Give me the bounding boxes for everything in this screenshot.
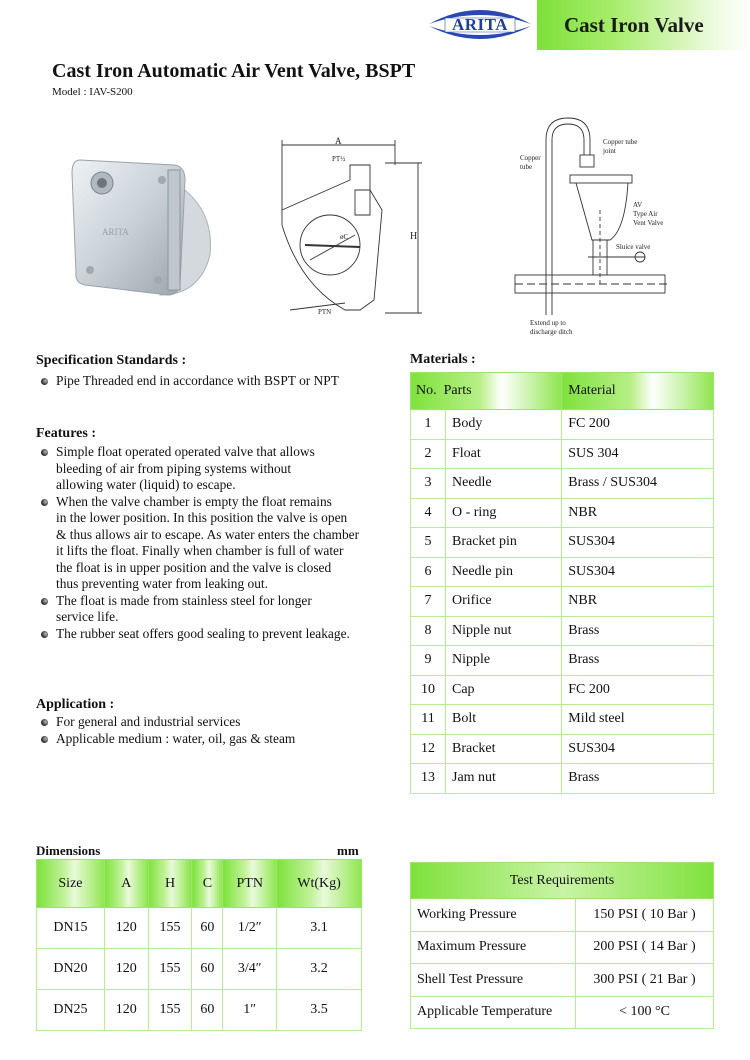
material-value: Brass xyxy=(562,646,714,676)
label-copper: Copper xyxy=(520,154,541,162)
materials-row xyxy=(411,410,714,440)
label-extend-1: Extend up to xyxy=(530,319,566,327)
features-list xyxy=(36,444,401,642)
material-part: Nipple nut xyxy=(446,616,562,646)
materials-row xyxy=(411,705,714,735)
material-no: 10 xyxy=(411,675,446,705)
bullet-icon xyxy=(41,449,48,456)
test-value: 200 PSI ( 14 Bar ) xyxy=(576,931,714,964)
material-value: Brass xyxy=(562,764,714,794)
dim-col-h: H xyxy=(148,860,192,908)
materials-col-parts: No. Parts xyxy=(411,373,562,410)
label-ptn: PTN xyxy=(318,308,332,316)
material-no: 5 xyxy=(411,528,446,558)
dim-wt: 3.1 xyxy=(277,908,362,949)
material-part: Bracket pin xyxy=(446,528,562,558)
materials-header-row xyxy=(411,373,714,410)
label-joint-2: joint xyxy=(603,147,616,155)
test-requirements-heading: Test Requirements xyxy=(411,863,714,899)
dimensions-row xyxy=(37,949,362,990)
dim-col-wt: Wt(Kg) xyxy=(277,860,362,908)
spec-standards-heading: Specification Standards : xyxy=(36,353,187,368)
material-value: Brass xyxy=(562,616,714,646)
material-part: Orifice xyxy=(446,587,562,617)
arita-logo xyxy=(425,4,535,44)
bullet-icon xyxy=(41,631,48,638)
test-name: Working Pressure xyxy=(411,899,576,932)
installation-labels xyxy=(480,110,700,340)
dim-a: 120 xyxy=(104,990,148,1031)
application-heading: Application : xyxy=(36,697,115,712)
dimension-drawing xyxy=(270,135,430,320)
material-part: Needle xyxy=(446,469,562,499)
test-name: Applicable Temperature xyxy=(411,996,576,1029)
materials-row xyxy=(411,646,714,676)
product-photo xyxy=(50,135,215,305)
materials-heading: Materials : xyxy=(410,352,476,367)
dim-col-ptn: PTN xyxy=(223,860,277,908)
materials-row xyxy=(411,675,714,705)
label-h: H xyxy=(410,231,418,242)
dim-col-size: Size xyxy=(37,860,105,908)
test-value: 300 PSI ( 21 Bar ) xyxy=(576,964,714,997)
feature-item: Simple float operated operated valve that allows bleeding of air from piping systems without allowing water (liquid) to escape. xyxy=(36,444,401,494)
installation-diagram xyxy=(480,110,700,340)
category-title: Cast Iron Valve xyxy=(564,13,704,37)
material-part: Needle pin xyxy=(446,557,562,587)
test-row xyxy=(411,899,714,932)
test-requirements-table xyxy=(410,862,714,1029)
label-c: øC xyxy=(340,233,349,241)
test-value: < 100 °C xyxy=(576,996,714,1029)
dimensions-table xyxy=(36,859,362,1031)
bullet-icon xyxy=(41,736,48,743)
materials-row xyxy=(411,469,714,499)
bullet-icon xyxy=(41,719,48,726)
dim-c: 60 xyxy=(192,949,223,990)
material-value: SUS304 xyxy=(562,528,714,558)
application-list xyxy=(36,714,396,747)
feature-item: The rubber seat offers good sealing to prevent leakage. xyxy=(36,626,401,643)
material-part: Body xyxy=(446,410,562,440)
material-no: 11 xyxy=(411,705,446,735)
dim-size: DN15 xyxy=(37,908,105,949)
material-no: 7 xyxy=(411,587,446,617)
dim-a: 120 xyxy=(104,949,148,990)
material-value: SUS304 xyxy=(562,734,714,764)
dim-size: DN20 xyxy=(37,949,105,990)
dim-size: DN25 xyxy=(37,990,105,1031)
materials-table xyxy=(410,372,714,794)
material-no: 8 xyxy=(411,616,446,646)
materials-row xyxy=(411,439,714,469)
material-no: 4 xyxy=(411,498,446,528)
label-a: A xyxy=(335,136,342,146)
material-no: 12 xyxy=(411,734,446,764)
product-title: Cast Iron Automatic Air Vent Valve, BSPT xyxy=(52,60,416,82)
dim-wt: 3.5 xyxy=(277,990,362,1031)
label-vent-valve: Vent Valve xyxy=(633,219,664,227)
materials-row xyxy=(411,616,714,646)
material-value: NBR xyxy=(562,498,714,528)
test-row xyxy=(411,964,714,997)
dimensions-row xyxy=(37,908,362,949)
feature-item: When the valve chamber is empty the float remains in the lower position. In this position the valve is open & thus allows air to escape. As water enters the chamber it lifts the float. Finally when chamber is full of water the float is in upper position and the valve is closed thus preventing water from leaking out. xyxy=(36,494,401,593)
application-item: For general and industrial services xyxy=(36,714,396,731)
material-no: 2 xyxy=(411,439,446,469)
material-value: Brass / SUS304 xyxy=(562,469,714,499)
spec-standards-list xyxy=(36,373,396,390)
spec-standard-item: Pipe Threaded end in accordance with BSPT or NPT xyxy=(36,373,396,390)
category-banner xyxy=(537,0,750,50)
dim-a: 120 xyxy=(104,908,148,949)
logo-text: ARITA xyxy=(451,15,509,34)
product-model: Model : IAV-S200 xyxy=(52,86,133,98)
label-av: AV xyxy=(633,201,643,209)
materials-row xyxy=(411,498,714,528)
dim-ptn: 3/4″ xyxy=(223,949,277,990)
dim-h: 155 xyxy=(148,990,192,1031)
material-value: Mild steel xyxy=(562,705,714,735)
bullet-icon xyxy=(41,378,48,385)
materials-row xyxy=(411,528,714,558)
materials-row xyxy=(411,587,714,617)
dimensions-header-row xyxy=(37,860,362,908)
svg-text:ARITA: ARITA xyxy=(102,227,129,237)
test-row xyxy=(411,931,714,964)
dim-c: 60 xyxy=(192,908,223,949)
material-part: Bolt xyxy=(446,705,562,735)
test-name: Maximum Pressure xyxy=(411,931,576,964)
material-value: NBR xyxy=(562,587,714,617)
dim-h: 155 xyxy=(148,908,192,949)
dim-c: 60 xyxy=(192,990,223,1031)
test-header-row xyxy=(411,863,714,899)
material-no: 13 xyxy=(411,764,446,794)
dim-h: 155 xyxy=(148,949,192,990)
features-heading: Features : xyxy=(36,426,96,441)
material-part: Float xyxy=(446,439,562,469)
material-value: SUS304 xyxy=(562,557,714,587)
label-sluice: Sluice valve xyxy=(616,243,651,251)
material-no: 1 xyxy=(411,410,446,440)
test-name: Shell Test Pressure xyxy=(411,964,576,997)
material-part: O - ring xyxy=(446,498,562,528)
drawing-labels xyxy=(270,135,430,320)
label-pt: PT½ xyxy=(332,155,346,163)
material-no: 6 xyxy=(411,557,446,587)
dim-col-a: A xyxy=(104,860,148,908)
dimensions-row xyxy=(37,990,362,1031)
label-type-air: Type Air xyxy=(633,210,658,218)
dim-col-c: C xyxy=(192,860,223,908)
test-value: 150 PSI ( 10 Bar ) xyxy=(576,899,714,932)
bullet-icon xyxy=(41,598,48,605)
test-row xyxy=(411,996,714,1029)
materials-row xyxy=(411,764,714,794)
materials-row xyxy=(411,734,714,764)
feature-item: The float is made from stainless steel for longer service life. xyxy=(36,593,401,626)
dimensions-heading: Dimensions xyxy=(36,843,101,858)
materials-col-material: Material xyxy=(562,373,714,410)
material-part: Cap xyxy=(446,675,562,705)
material-value: FC 200 xyxy=(562,410,714,440)
material-no: 9 xyxy=(411,646,446,676)
dimensions-unit: mm xyxy=(337,843,359,858)
materials-row xyxy=(411,557,714,587)
material-value: FC 200 xyxy=(562,675,714,705)
dim-ptn: 1/2″ xyxy=(223,908,277,949)
material-part: Jam nut xyxy=(446,764,562,794)
dim-ptn: 1″ xyxy=(223,990,277,1031)
material-part: Bracket xyxy=(446,734,562,764)
label-joint-1: Copper tube xyxy=(603,138,638,146)
material-value: SUS 304 xyxy=(562,439,714,469)
material-part: Nipple xyxy=(446,646,562,676)
bullet-icon xyxy=(41,499,48,506)
dim-wt: 3.2 xyxy=(277,949,362,990)
label-extend-2: discharge ditch xyxy=(530,328,573,336)
label-tube: tube xyxy=(520,163,533,171)
material-no: 3 xyxy=(411,469,446,499)
valve-photo-icon xyxy=(50,135,215,305)
application-item: Applicable medium : water, oil, gas & steam xyxy=(36,731,396,748)
